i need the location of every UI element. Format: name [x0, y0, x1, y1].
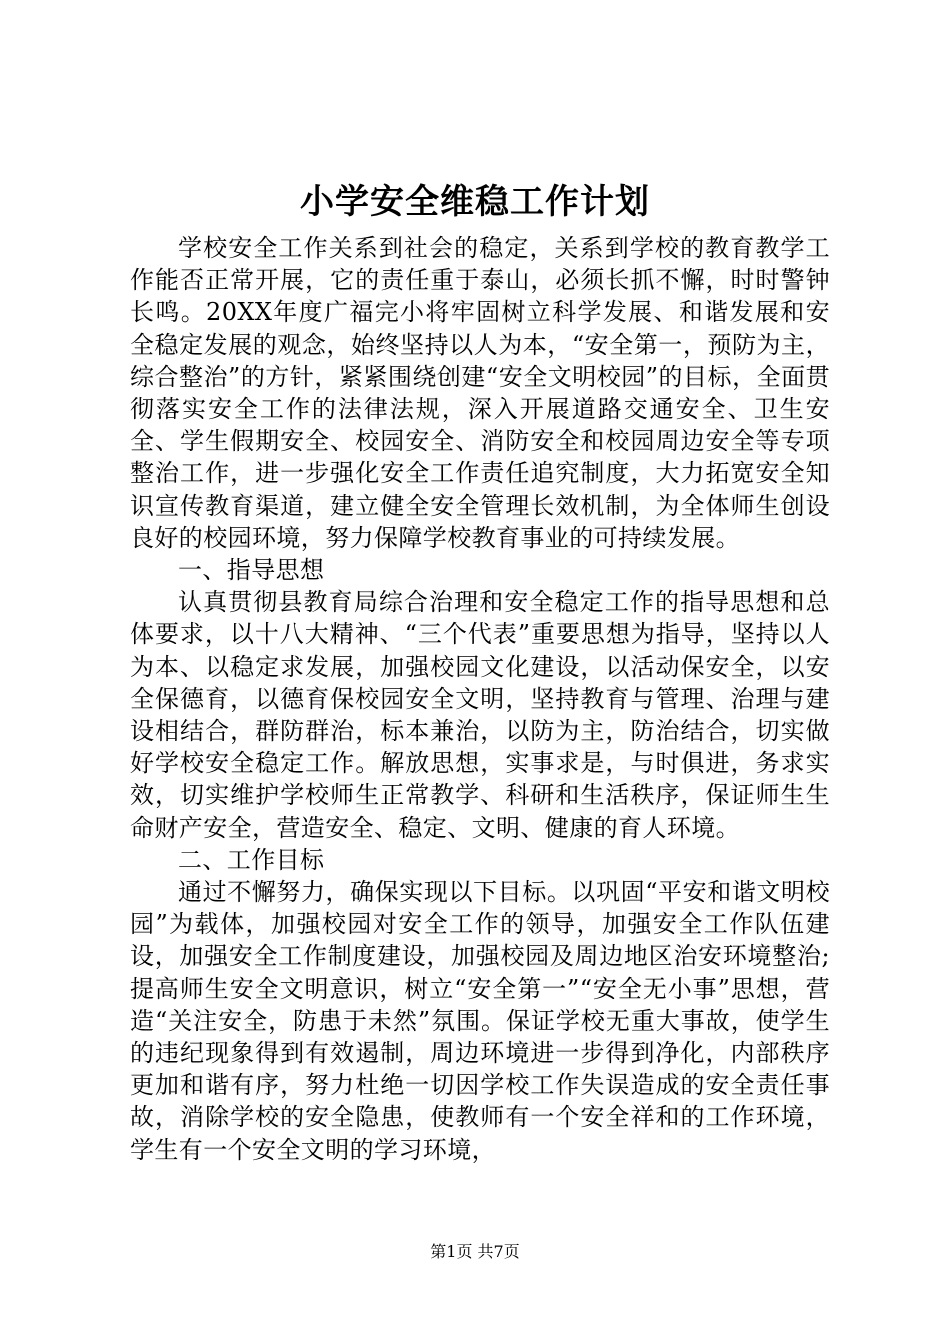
- document-body: [130, 232, 830, 1166]
- intro-paragraph: 学校安全工作关系到社会的稳定，关系到学校的教育教学工作能否正常开展，它的责任重于泰山，必须长抓不懈，时时警钟长鸣。20XX年度广福完小将牢固树立科学发展、和谐发展和安全稳定发展的观念，始终坚持以人为本，“安全第一，预防为主，综合整治”的方针，紧紧围绕创建“安全文明校园”的目标，全面贯彻落实安全工作的法律法规，深入开展道路交通安全、卫生安全、学生假期安全、校园安全、消防安全和校园周边安全等专项整治工作，进一步强化安全工作责任追究制度，大力拓宽安全知识宣传教育渠道，建立健全安全管理长效机制，为全体师生创设良好的校园环境，努力保障学校教育事业的可持续发展。: [130, 234, 830, 552]
- page-number-footer: 第1页 共7页: [430, 1242, 520, 1261]
- document-title: 小学安全维稳工作计划: [300, 182, 650, 222]
- section-paragraph-work-goals: 通过不懈努力，确保实现以下目标。以巩固“平安和谐文明校园”为载体，加强校园对安全工作的领导，加强安全工作队伍建设，加强安全工作制度建设，加强校园及周边地区治安环境整治;提高师生安全文明意识，树立“安全第一”“安全无小事”思想，营造“关注安全，防患于未然”氛围。保证学校无重大事故，使学生的违纪现象得到有效遏制，周边环境进一步得到净化，内部秩序更加和谐有序，努力杜绝一切因学校工作失误造成的安全责任事故，消除学校的安全隐患，使教师有一个安全祥和的工作环境，学生有一个安全文明的学习环境，: [130, 878, 830, 1164]
- section-heading-guiding-ideology: 一、指导思想: [178, 556, 325, 585]
- section-heading-work-goals: 二、工作目标: [178, 845, 325, 874]
- section-paragraph-guiding-ideology: 认真贯彻县教育局综合治理和安全稳定工作的指导思想和总体要求，以十八大精神、“三个代表”重要思想为指导，坚持以人为本、以稳定求发展，加强校园文化建设，以活动保安全，以安全保德育，以德育保校园安全文明，坚持教育与管理、治理与建设相结合，群防群治，标本兼治，以防为主，防治结合，切实做好学校安全稳定工作。解放思想，实事求是，与时俱进，务求实效，切实维护学校师生正常教学、科研和生活秩序，保证师生生命财产安全，营造安全、稳定、文明、健康的育人环境。: [130, 588, 830, 842]
